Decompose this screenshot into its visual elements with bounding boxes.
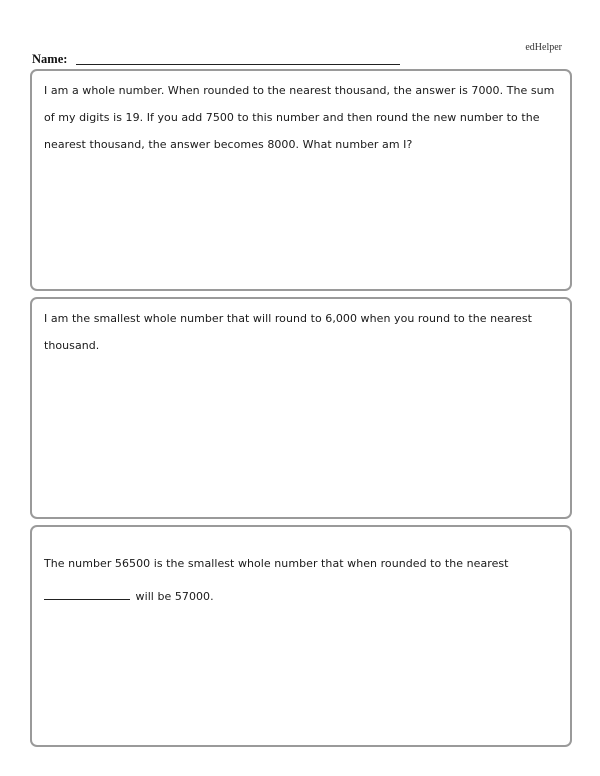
problem-text-2: I am the smallest whole number that will round to 6,000 when you round to the nearest thousand. (44, 312, 533, 352)
fill-in-blank-line[interactable] (44, 599, 130, 600)
name-label: Name: (32, 52, 68, 66)
problem-text-3 (32, 527, 570, 613)
problem-text-3-before: The number 56500 is the smallest whole number that when rounded to the nearest (44, 557, 509, 570)
problem-box-2 (30, 297, 572, 519)
name-field (32, 52, 372, 68)
problem-box-1 (30, 69, 572, 291)
brand-label: edHelper (525, 42, 562, 53)
problem-text-3-after: will be 57000. (135, 590, 214, 603)
problem-box-3 (30, 525, 572, 747)
problem-text-1: I am a whole number. When rounded to the nearest thousand, the answer is 7000. The sum of my digits is 19. If you add 7500 to this number and then round the new number to the nearest thousand, the answer becomes 8000. What number am I? (44, 84, 555, 151)
name-answer-line[interactable] (76, 64, 400, 65)
